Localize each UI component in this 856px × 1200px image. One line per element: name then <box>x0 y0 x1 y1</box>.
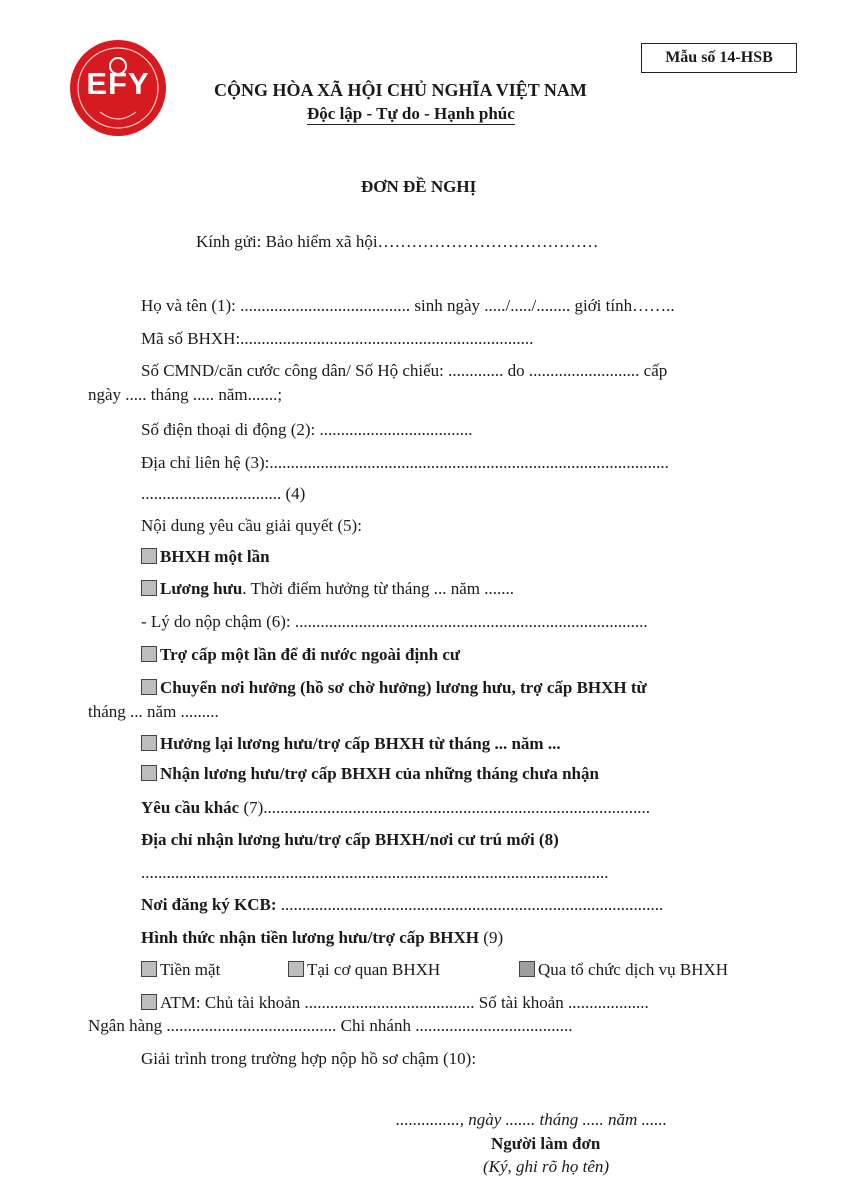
payment-atm <box>141 993 649 1013</box>
logo-text: EFY <box>86 66 150 101</box>
id-field-line1: Số CMND/căn cước công dân/ Số Hộ chiếu: ............. do .......................... cấp <box>141 361 668 380</box>
option-resume <box>141 734 561 754</box>
transfer-checkbox[interactable] <box>141 679 157 695</box>
option-abroad <box>141 645 460 665</box>
pension-checkbox[interactable] <box>141 580 157 596</box>
payment-method-label: Hình thức nhận tiền lương hưu/trợ cấp BHXH <box>141 928 480 947</box>
other-request-label: Yêu cầu khác <box>141 798 240 817</box>
option-unreceived <box>141 764 599 784</box>
resume-label: Hưởng lại lương hưu/trợ cấp BHXH từ tháng ... năm ... <box>160 734 561 753</box>
fullname-field: Họ và tên (1): ........................................ sinh ngày ...../...../........ giới tính…….. <box>141 296 675 315</box>
unreceived-checkbox[interactable] <box>141 765 157 781</box>
cash-label: Tiền mặt <box>160 960 221 979</box>
other-request-dots: (7)........................................................................................... <box>239 798 651 817</box>
payment-at-office <box>288 960 440 980</box>
receive-address-label: Địa chỉ nhận lương hưu/trợ cấp BHXH/nơi cư trú mới (8) <box>141 830 559 849</box>
atm-checkbox[interactable] <box>141 994 157 1010</box>
recipient-line: Kính gửi: Bảo hiểm xã hội………………………………… <box>196 232 599 251</box>
payment-method-note: (9) <box>479 928 504 947</box>
transfer-label: Chuyển nơi hưởng (hồ sơ chờ hưởng) lương hưu, trợ cấp BHXH từ <box>160 678 647 697</box>
address-field-line2: ................................. (4) <box>141 484 306 503</box>
at-office-checkbox[interactable] <box>288 961 304 977</box>
receive-address-dots: .............................................................................................................. <box>141 863 609 882</box>
applicant-label: Người làm đơn <box>491 1134 601 1153</box>
address-field-line1: Địa chỉ liên hệ (3):.............................................................................................. <box>141 453 669 472</box>
motto-text: Độc lập - Tự do - Hạnh phúc <box>307 104 515 123</box>
atm-line1: ATM: Chủ tài khoản ........................................ Số tài khoản ................... <box>160 993 649 1012</box>
kcb-label: Nơi đăng ký KCB: <box>141 895 277 914</box>
form-code-box: Mẫu số 14-HSB <box>641 43 797 73</box>
motto <box>307 104 515 124</box>
late-explanation-label: Giải trình trong trường hợp nộp hồ sơ chậm (10): <box>141 1049 477 1068</box>
one-time-bhxh-checkbox[interactable] <box>141 548 157 564</box>
abroad-label: Trợ cấp một lần để đi nước ngoài định cư <box>160 645 461 664</box>
signature-note: (Ký, ghi rõ họ tên) <box>483 1157 610 1176</box>
bhxh-code-field: Mã số BHXH:..................................................................... <box>141 329 534 348</box>
payment-method-heading <box>141 928 503 948</box>
payment-via-service <box>519 960 728 980</box>
option-one-time-bhxh <box>141 547 270 567</box>
request-content-label: Nội dung yêu cầu giải quyết (5): <box>141 516 362 535</box>
resume-checkbox[interactable] <box>141 735 157 751</box>
via-service-checkbox[interactable] <box>519 961 535 977</box>
option-transfer <box>141 678 647 698</box>
phone-field: Số điện thoại di động (2): .................................... <box>141 420 473 439</box>
pension-label: Lương hưu <box>160 579 243 598</box>
cash-checkbox[interactable] <box>141 961 157 977</box>
unreceived-label: Nhận lương hưu/trợ cấp BHXH của những tháng chưa nhận <box>160 764 599 783</box>
id-field-line2: ngày ..... tháng ..... năm.......; <box>88 385 283 404</box>
one-time-bhxh-label: BHXH một lần <box>160 547 270 566</box>
page-title: ĐƠN ĐỀ NGHỊ <box>361 177 477 196</box>
other-request-field <box>141 798 650 818</box>
at-office-label: Tại cơ quan BHXH <box>307 960 441 979</box>
atm-line2: Ngân hàng ........................................ Chi nhánh ..................................... <box>88 1016 573 1035</box>
pension-detail: . Thời điểm hưởng từ tháng ... năm ....... <box>242 579 514 598</box>
transfer-line2: tháng ... năm ......... <box>88 702 219 721</box>
kcb-field <box>141 895 663 915</box>
signature-date-line: ..............., ngày ....... tháng ..... năm ...... <box>396 1110 668 1129</box>
late-reason-field: - Lý do nộp chậm (6): ................................................................................... <box>141 612 648 631</box>
option-pension <box>141 579 514 599</box>
via-service-label: Qua tổ chức dịch vụ BHXH <box>538 960 729 979</box>
abroad-checkbox[interactable] <box>141 646 157 662</box>
nation-header: CỘNG HÒA XÃ HỘI CHỦ NGHĨA VIỆT NAM <box>214 80 587 100</box>
efy-logo <box>70 40 166 136</box>
payment-cash <box>141 960 220 980</box>
kcb-dots: .......................................................................................... <box>276 895 664 914</box>
